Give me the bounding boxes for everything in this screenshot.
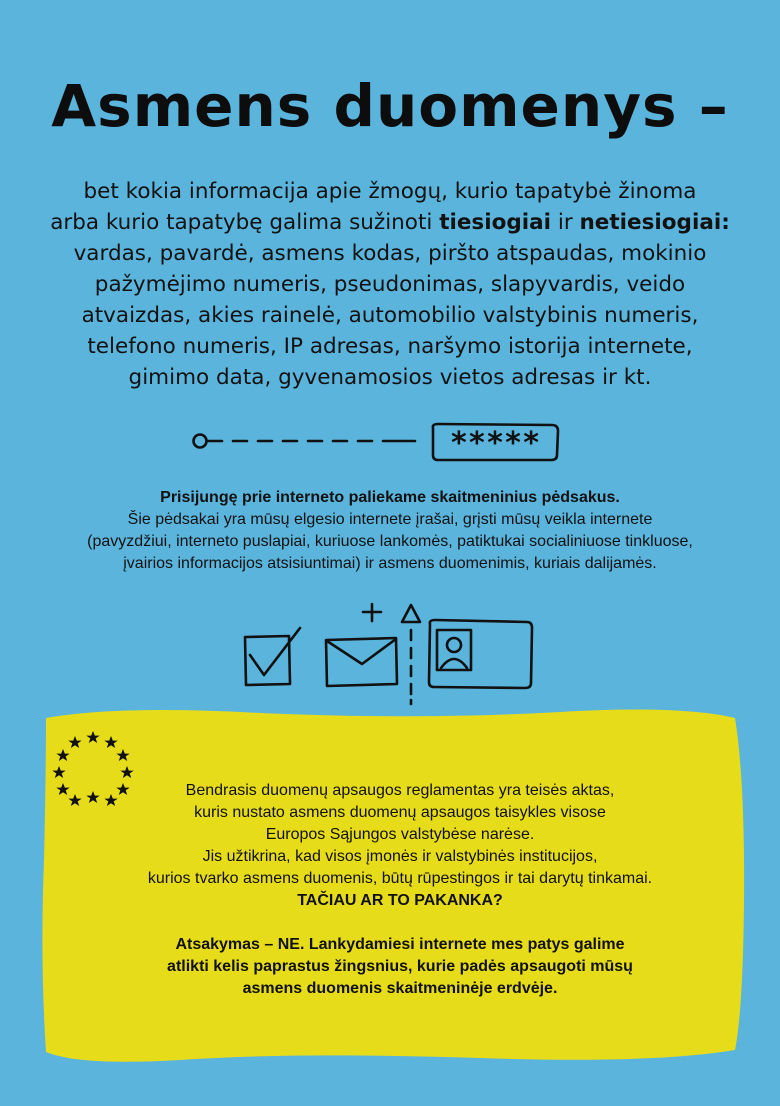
footprint-lead: Prisijungę prie interneto paliekame skaitmeninius pėdsakus. (160, 489, 620, 506)
gdpr-line: kurios tvarko asmens duomenis, būtų rūpestingos ir tai darytų tinkamai. (147, 870, 653, 887)
gdpr-line: Europos Sąjungos valstybėse narėse. (265, 826, 535, 843)
emphasis-direct: tiesiogiai (439, 210, 552, 235)
gdpr-answer-line: atlikti kelis paprastus žingsnius, kurie padės apsaugoti mūsų (167, 958, 633, 975)
footprint-line: Šie pėdsakai yra mūsų elgesio internete įrašai, grįsti mūsų veikla internete (127, 511, 653, 528)
definition-line: pažymėjimo numeris, pseudonimas, slapyvardis, veido (94, 272, 686, 297)
gdpr-paragraph (90, 780, 710, 1000)
footprint-line: įvairios informacijos atsisiuntimai) ir asmens duomenimis, kuriais dalijamės. (123, 555, 657, 572)
gdpr-question: TAČIAU AR TO PAKANKA? (297, 892, 503, 909)
gdpr-answer-line: asmens duomenis skaitmeninėje erdvėje. (242, 980, 558, 997)
gdpr-line: Bendrasis duomenų apsaugos reglamentas yra teisės aktas, (185, 782, 615, 799)
gdpr-answer-line: Atsakymas – NE. Lankydamiesi internete mes patys galime (175, 936, 625, 953)
definition-line: arba kurio tapatybę galima sužinoti tiesiogiai ir netiesiogiai: (50, 210, 730, 235)
definition-line: telefono numeris, IP adresas, naršymo istorija internete, (87, 334, 693, 359)
definition-line: atvaizdas, akies rainelė, automobilio valstybinis numeris, (81, 303, 699, 328)
footprint-line: (pavyzdžiui, interneto puslapiai, kuriuose lankomės, patiktukai socialiniuose tinkluose, (87, 533, 693, 550)
gdpr-line: kuris nustato asmens duomenų apsaugos taisykles visose (194, 804, 606, 821)
password-mask: ***** (449, 426, 541, 461)
definition-line: gimimo data, gyvenamosios vietos adresas ir kt. (128, 365, 652, 390)
definition-line: vardas, pavardė, asmens kodas, piršto atspaudas, mokinio (73, 241, 707, 266)
definition-line: bet kokia informacija apie žmogų, kurio tapatybė žinoma (83, 179, 697, 204)
page-title: Asmens duomenys – (51, 72, 729, 140)
emphasis-indirect: netiesiogiai: (579, 210, 730, 235)
gdpr-line: Jis užtikrina, kad visos įmonės ir valstybinės institucijos, (202, 848, 598, 865)
